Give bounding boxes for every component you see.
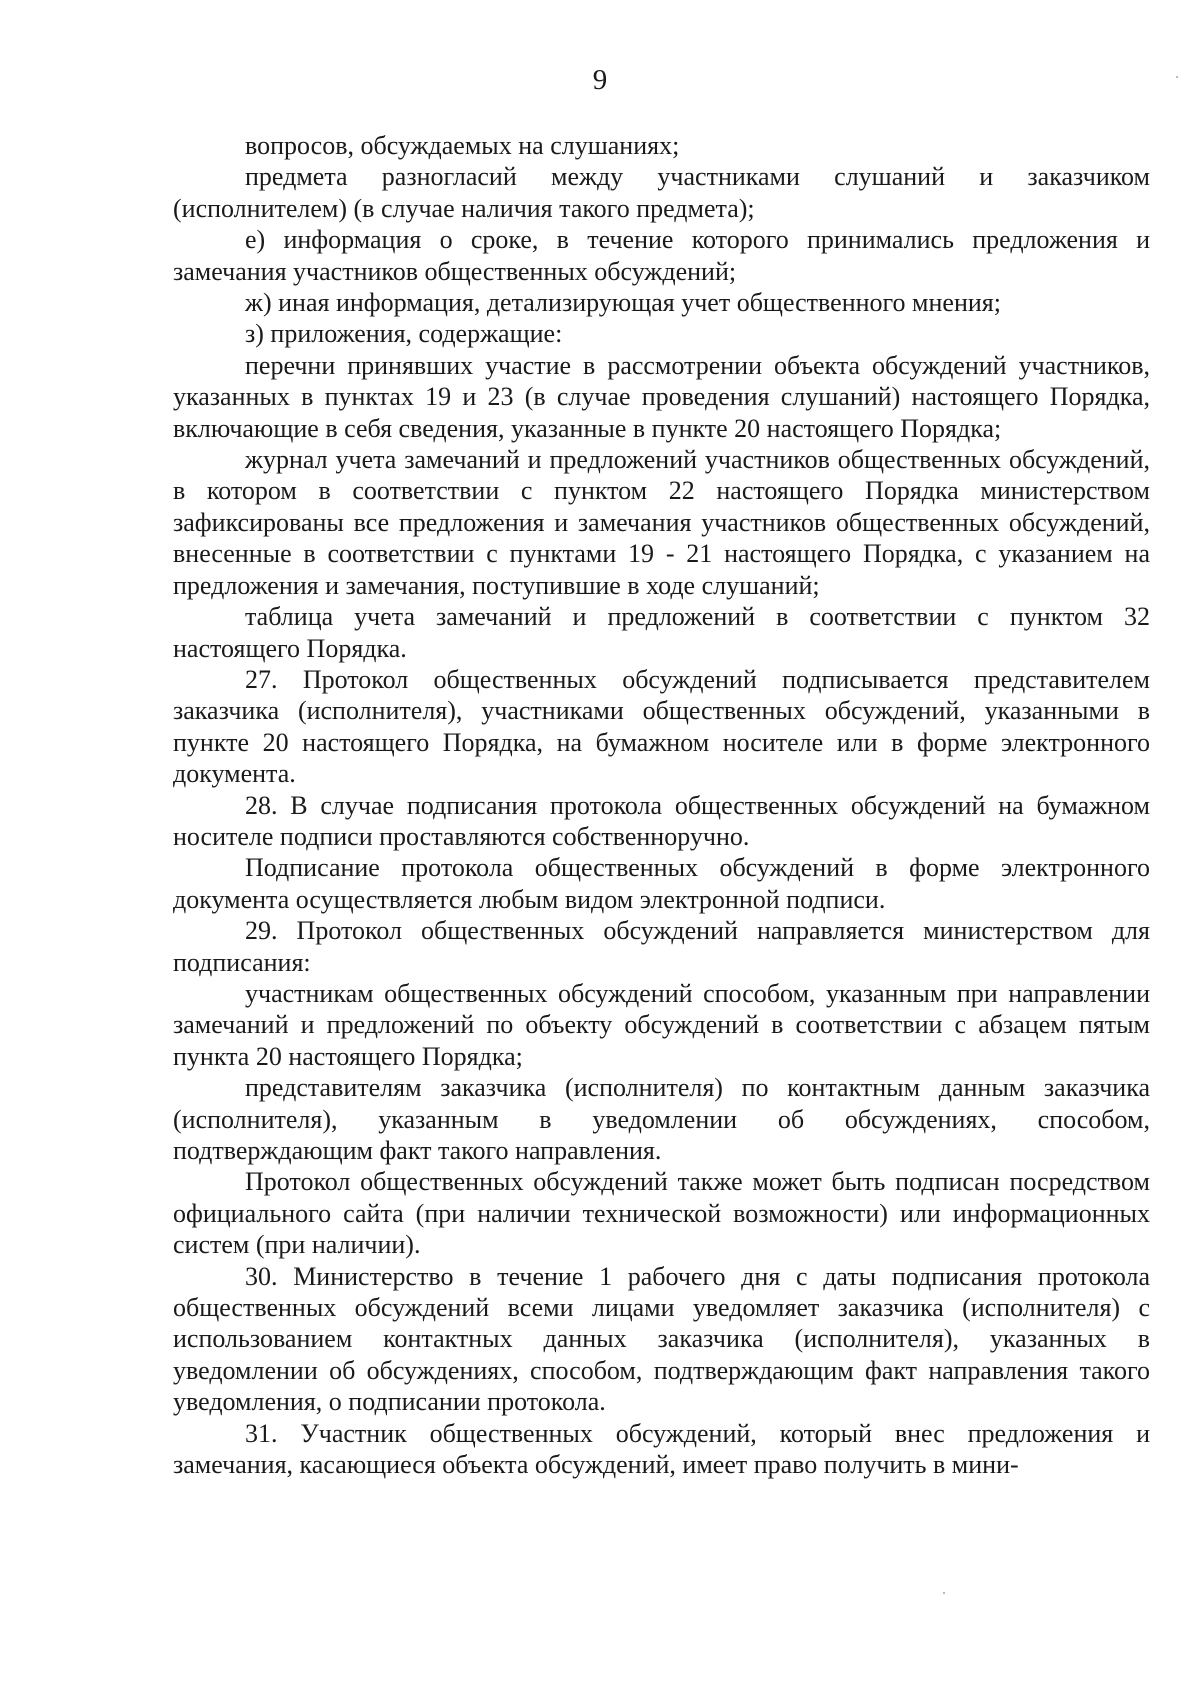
page-number: 9 [592,64,608,96]
paragraph: 27. Протокол общественных обсуждений подписывается представителем заказчика (исполнителя), участниками общественных обсуждений, указанными в пункте 20 настоящего Порядка, на бумажном носителе или в форме электронного документа. [173,664,1150,789]
paragraph: Протокол общественных обсуждений также может быть подписан посредством официального сайта (при наличии технической возможности) или информационных систем (при наличии). [173,1167,1150,1260]
document-body [173,130,1150,1480]
paragraph: е) информация о сроке, в течение которого принимались предложения и замечания участников общественных обсуждений; [173,225,1150,286]
paragraph: таблица учета замечаний и предложений в соответствии с пунктом 32 настоящего Порядка. [173,602,1150,663]
paragraph: участникам общественных обсуждений способом, указанным при направлении замечаний и предложений по объекту обсуждений в соответствии с абзацем пятым пункта 20 настоящего Порядка; [173,978,1150,1071]
paragraph: Подписание протокола общественных обсуждений в форме электронного документа осуществляется любым видом электронной подписи. [173,853,1150,914]
paragraph: предмета разногласий между участниками слушаний и заказчиком (исполнителем) (в случае наличия такого предмета); [173,162,1150,223]
paragraph: 31. Участник общественных обсуждений, который внес предложения и замечания, касающиеся объекта обсуждений, имеет право получить в мини- [173,1418,1150,1480]
paragraph: ж) иная информация, детализирующая учет общественного мнения; [245,288,1001,318]
paragraph: перечни принявших участие в рассмотрении объекта обсуждений участников, указанных в пунктах 19 и 23 (в случае проведения слушаний) настоящего Порядка, включающие в себя сведения, указанные в пункте 20 настоящего Порядка; [173,350,1150,443]
paragraph: журнал учета замечаний и предложений участников общественных обсуждений, в котором в соответствии с пунктом 22 настоящего Порядка министерством зафиксированы все предложения и замечания участников общественных обсуждений, внесенные в соответствии с пунктами 19 - 21 настоящего Порядка, с указанием на предложения и замечания, поступившие в ходе слушаний; [173,445,1150,600]
scan-speck [1176,76,1178,78]
paragraph: вопросов, обсуждаемых на слушаниях; [245,131,680,160]
paragraph: з) приложения, содержащие: [245,319,563,349]
paragraph: представителям заказчика (исполнителя) по контактным данным заказчика (исполнителя), указанным в уведомлении об обсуждениях, способом, подтверждающим факт такого направления. [173,1073,1150,1165]
paragraph: 30. Министерство в течение 1 рабочего дня с даты подписания протокола общественных обсуждений всеми лицами уведомляет заказчика (исполнителя) с использованием контактных данных заказчика (исполнителя), указанных в уведомлении об обсуждениях, способом, подтверждающим факт направления такого уведомления, о подписании протокола. [173,1261,1150,1417]
scan-speck [943,1592,945,1594]
paragraph: 28. В случае подписания протокола общественных обсуждений на бумажном носителе подписи проставляются собственноручно. [173,790,1150,851]
paragraph: 29. Протокол общественных обсуждений направляется министерством для подписания: [173,916,1150,977]
